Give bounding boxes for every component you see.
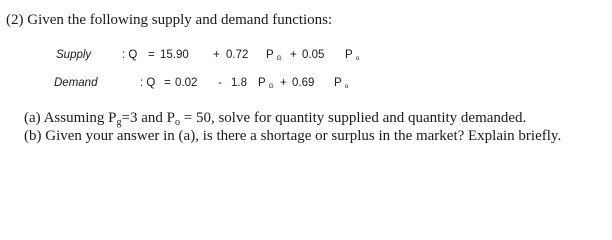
demand-constant: 0.02 bbox=[175, 77, 198, 89]
supply-op2: + bbox=[290, 49, 297, 61]
supply-op1: + bbox=[213, 49, 220, 61]
demand-op1: - bbox=[218, 77, 222, 89]
demand-coef1: 1.8 bbox=[231, 77, 247, 89]
demand-coef2: 0.69 bbox=[292, 77, 315, 89]
supply-var2: P $_o$ bbox=[345, 49, 360, 62]
problem-heading: (2) Given the following supply and demand functions: bbox=[6, 12, 333, 28]
part-b: (b) Given your answer in (a), is there a shortage or surplus in the market? Explain briefly. bbox=[24, 128, 562, 144]
part-a: (a) Assuming $P_g=3$ and $P_o = 50$, solve for quantity supplied and quantity demanded. bbox=[24, 110, 527, 128]
supply-coef2: 0.05 bbox=[302, 49, 325, 61]
demand-q: : Q bbox=[140, 77, 156, 89]
supply-constant: 15.90 bbox=[160, 49, 189, 61]
supply-var1: P $_G$ bbox=[266, 49, 282, 62]
demand-label: Demand bbox=[54, 77, 98, 89]
demand-equals: = bbox=[164, 77, 171, 89]
demand-var2: P $_o$ bbox=[334, 77, 349, 90]
supply-label: Supply bbox=[56, 49, 92, 61]
demand-var1: P $_G$ bbox=[258, 77, 274, 90]
supply-coef1: 0.72 bbox=[226, 49, 249, 61]
supply-q: : Q bbox=[122, 49, 138, 61]
demand-op2: + bbox=[280, 77, 287, 89]
supply-equals: = bbox=[148, 49, 155, 61]
